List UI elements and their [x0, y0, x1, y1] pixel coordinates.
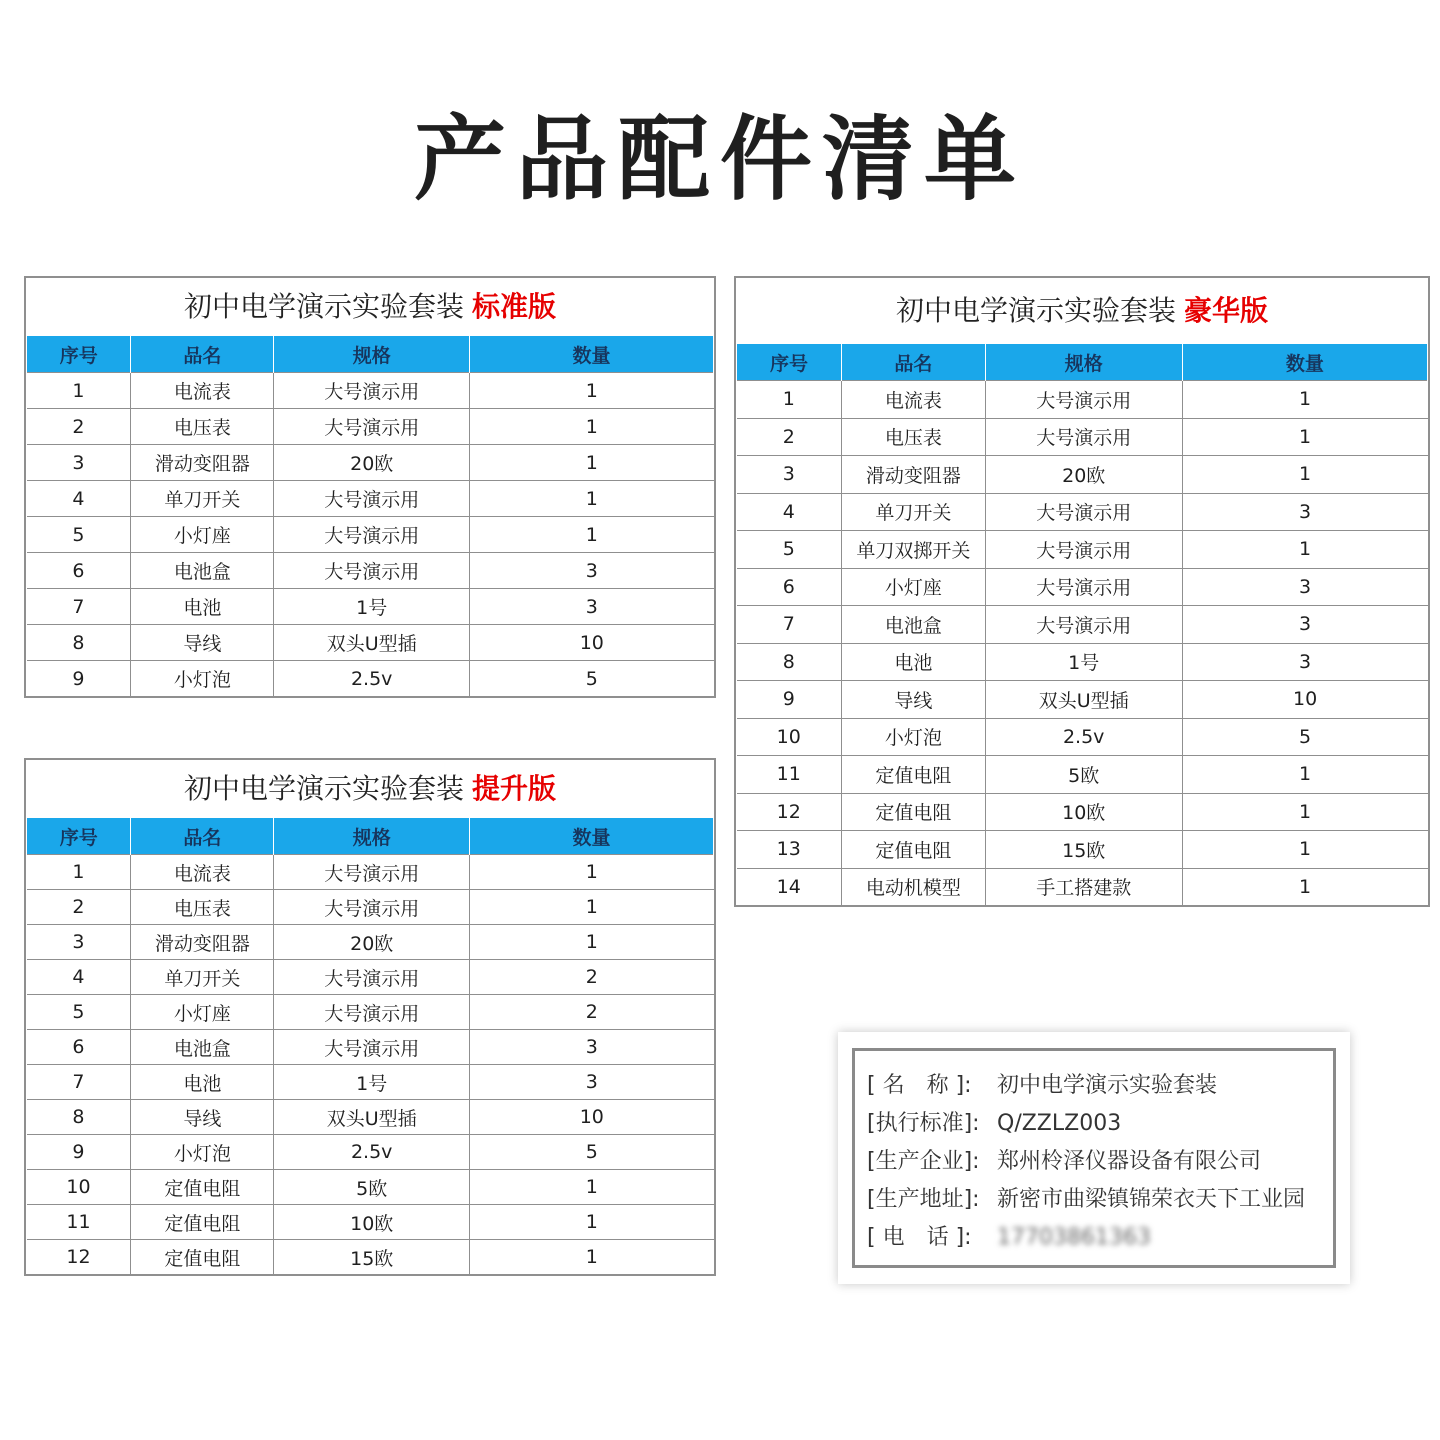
cell-qty: 10 — [1182, 681, 1427, 719]
product-info-card — [838, 1032, 1350, 1284]
cell-name: 电流表 — [131, 373, 274, 409]
phone-value: 17703861363 — [997, 1225, 1151, 1250]
cell-index: 10 — [737, 718, 842, 756]
cell-index: 14 — [737, 868, 842, 905]
table-row — [27, 445, 714, 481]
table-row — [27, 517, 714, 553]
cell-spec: 20欧 — [274, 925, 470, 960]
cell-index: 9 — [27, 1135, 131, 1170]
cell-qty: 1 — [470, 925, 714, 960]
cell-index: 2 — [27, 890, 131, 925]
cell-qty: 1 — [1182, 531, 1427, 569]
cell-name: 定值电阻 — [131, 1205, 274, 1240]
table-row — [27, 661, 714, 697]
cell-name: 小灯泡 — [842, 718, 986, 756]
cell-name: 电流表 — [842, 381, 986, 419]
table-row — [27, 1100, 714, 1135]
info-row-address — [867, 1181, 1333, 1219]
cell-qty: 3 — [470, 589, 714, 625]
info-row-name — [867, 1067, 1333, 1105]
cell-index: 12 — [737, 793, 842, 831]
cell-qty: 1 — [470, 409, 714, 445]
cell-qty: 1 — [1182, 381, 1427, 419]
cell-qty: 1 — [470, 1240, 714, 1275]
cell-name: 电动机模型 — [842, 868, 986, 905]
table-row — [27, 855, 714, 890]
cell-spec: 大号演示用 — [274, 890, 470, 925]
header-index: 序号 — [737, 344, 842, 381]
cell-spec: 1号 — [274, 1065, 470, 1100]
cell-name: 电池盒 — [842, 606, 986, 644]
table-header-row — [737, 344, 1428, 381]
cell-qty: 2 — [470, 960, 714, 995]
info-row-phone — [867, 1219, 1333, 1257]
table-row — [737, 418, 1428, 456]
cell-name: 电流表 — [131, 855, 274, 890]
cell-qty: 3 — [1182, 606, 1427, 644]
cell-spec: 大号演示用 — [274, 553, 470, 589]
info-key: [ 名 称 ]: — [867, 1073, 972, 1098]
table-header-row — [27, 818, 714, 855]
kit-upgrade-table — [24, 758, 716, 1276]
table-row — [737, 756, 1428, 794]
edition-label: 提升版 — [472, 772, 557, 805]
cell-name: 电压表 — [131, 890, 274, 925]
cell-spec: 20欧 — [274, 445, 470, 481]
info-value: 新密市曲梁镇锦荣衣天下工业园 — [997, 1187, 1306, 1212]
cell-name: 导线 — [131, 1100, 274, 1135]
cell-name: 定值电阻 — [131, 1240, 274, 1275]
table-row — [27, 925, 714, 960]
table-row — [27, 1030, 714, 1065]
cell-name: 电池盒 — [131, 553, 274, 589]
cell-spec: 大号演示用 — [274, 517, 470, 553]
table-row — [27, 481, 714, 517]
cell-spec: 15欧 — [274, 1240, 470, 1275]
cell-spec: 10欧 — [274, 1205, 470, 1240]
cell-qty: 3 — [470, 1030, 714, 1065]
cell-spec: 大号演示用 — [985, 531, 1182, 569]
cell-index: 6 — [737, 568, 842, 606]
cell-name: 滑动变阻器 — [131, 925, 274, 960]
cell-spec: 2.5v — [274, 1135, 470, 1170]
table-row — [737, 868, 1428, 905]
cell-index: 3 — [27, 445, 131, 481]
cell-qty: 5 — [470, 661, 714, 697]
cell-index: 1 — [737, 381, 842, 419]
cell-spec: 5欧 — [274, 1170, 470, 1205]
table-row — [737, 643, 1428, 681]
info-key: [执行标准]: — [867, 1111, 980, 1136]
cell-qty: 1 — [1182, 868, 1427, 905]
cell-name: 电池 — [131, 1065, 274, 1100]
table-row — [27, 1240, 714, 1275]
cell-name: 电池盒 — [131, 1030, 274, 1065]
cell-spec: 双头U型插 — [274, 625, 470, 661]
table-row — [27, 1170, 714, 1205]
cell-index: 11 — [27, 1205, 131, 1240]
kit-standard-table — [24, 276, 716, 698]
table-row — [737, 718, 1428, 756]
kit-name: 初中电学演示实验套装 — [183, 290, 464, 323]
cell-index: 9 — [737, 681, 842, 719]
info-value: 初中电学演示实验套装 — [997, 1073, 1218, 1098]
cell-name: 单刀开关 — [131, 960, 274, 995]
info-row-manufacturer — [867, 1143, 1333, 1181]
cell-spec: 大号演示用 — [274, 855, 470, 890]
page-title: 产品配件清单 — [413, 106, 1026, 213]
cell-name: 小灯泡 — [131, 1135, 274, 1170]
cell-qty: 1 — [1182, 793, 1427, 831]
cell-index: 2 — [27, 409, 131, 445]
cell-index: 5 — [27, 517, 131, 553]
cell-name: 小灯座 — [842, 568, 986, 606]
cell-spec: 2.5v — [274, 661, 470, 697]
header-name: 品名 — [131, 336, 274, 373]
cell-index: 13 — [737, 831, 842, 869]
kit-title — [736, 278, 1428, 344]
cell-name: 单刀开关 — [131, 481, 274, 517]
table-row — [737, 456, 1428, 494]
kit-name: 初中电学演示实验套装 — [183, 772, 464, 805]
cell-name: 电压表 — [842, 418, 986, 456]
cell-index: 2 — [737, 418, 842, 456]
cell-index: 4 — [27, 960, 131, 995]
cell-index: 8 — [27, 1100, 131, 1135]
product-info-frame — [852, 1048, 1336, 1268]
table-row — [27, 1065, 714, 1100]
cell-spec: 15欧 — [985, 831, 1182, 869]
cell-qty: 1 — [470, 481, 714, 517]
table-row — [27, 625, 714, 661]
header-name: 品名 — [842, 344, 986, 381]
table-row — [737, 681, 1428, 719]
header-spec: 规格 — [274, 818, 470, 855]
table-row — [27, 995, 714, 1030]
cell-spec: 20欧 — [985, 456, 1182, 494]
cell-spec: 1号 — [274, 589, 470, 625]
cell-qty: 1 — [470, 445, 714, 481]
cell-spec: 大号演示用 — [274, 995, 470, 1030]
cell-name: 电池 — [131, 589, 274, 625]
cell-index: 5 — [737, 531, 842, 569]
cell-qty: 1 — [1182, 456, 1427, 494]
table-row — [737, 568, 1428, 606]
cell-qty: 3 — [470, 1065, 714, 1100]
header-spec: 规格 — [985, 344, 1182, 381]
cell-qty: 5 — [1182, 718, 1427, 756]
cell-index: 3 — [737, 456, 842, 494]
table-row — [737, 531, 1428, 569]
cell-qty: 3 — [1182, 643, 1427, 681]
table-row — [737, 493, 1428, 531]
cell-qty: 1 — [470, 373, 714, 409]
cell-name: 单刀双掷开关 — [842, 531, 986, 569]
edition-label: 豪华版 — [1184, 294, 1269, 327]
cell-spec: 大号演示用 — [985, 568, 1182, 606]
cell-index: 3 — [27, 925, 131, 960]
cell-spec: 大号演示用 — [274, 481, 470, 517]
table-row — [737, 381, 1428, 419]
cell-name: 滑动变阻器 — [131, 445, 274, 481]
table-row — [27, 589, 714, 625]
cell-qty: 3 — [470, 553, 714, 589]
cell-spec: 大号演示用 — [274, 373, 470, 409]
cell-index: 9 — [27, 661, 131, 697]
table-row — [27, 960, 714, 995]
cell-index: 5 — [27, 995, 131, 1030]
info-value: Q/ZZLZ003 — [997, 1111, 1122, 1136]
cell-index: 6 — [27, 1030, 131, 1065]
cell-spec: 大号演示用 — [985, 493, 1182, 531]
cell-qty: 1 — [470, 855, 714, 890]
parts-table — [26, 336, 714, 696]
cell-index: 7 — [27, 1065, 131, 1100]
table-row — [27, 1205, 714, 1240]
cell-name: 小灯座 — [131, 995, 274, 1030]
cell-spec: 2.5v — [985, 718, 1182, 756]
cell-name: 小灯泡 — [131, 661, 274, 697]
parts-table — [736, 344, 1428, 905]
table-row — [27, 553, 714, 589]
table-row — [737, 831, 1428, 869]
table-row — [737, 606, 1428, 644]
cell-index: 7 — [737, 606, 842, 644]
cell-qty: 1 — [470, 1170, 714, 1205]
cell-qty: 3 — [1182, 493, 1427, 531]
info-key: [生产地址]: — [867, 1187, 980, 1212]
cell-index: 8 — [737, 643, 842, 681]
cell-index: 12 — [27, 1240, 131, 1275]
cell-qty: 1 — [470, 517, 714, 553]
cell-spec: 大号演示用 — [274, 960, 470, 995]
cell-name: 定值电阻 — [131, 1170, 274, 1205]
cell-index: 11 — [737, 756, 842, 794]
cell-index: 8 — [27, 625, 131, 661]
cell-name: 定值电阻 — [842, 793, 986, 831]
table-row — [737, 793, 1428, 831]
cell-qty: 3 — [1182, 568, 1427, 606]
info-key: [生产企业]: — [867, 1149, 980, 1174]
table-row — [27, 890, 714, 925]
edition-label: 标准版 — [472, 290, 557, 323]
cell-qty: 1 — [470, 890, 714, 925]
table-row — [27, 1135, 714, 1170]
cell-spec: 大号演示用 — [985, 418, 1182, 456]
cell-index: 1 — [27, 855, 131, 890]
kit-title — [26, 278, 714, 336]
header-qty: 数量 — [1182, 344, 1427, 381]
cell-spec: 1号 — [985, 643, 1182, 681]
cell-index: 10 — [27, 1170, 131, 1205]
parts-table — [26, 818, 714, 1274]
header-qty: 数量 — [470, 336, 714, 373]
cell-qty: 1 — [470, 1205, 714, 1240]
cell-index: 4 — [27, 481, 131, 517]
cell-spec: 手工搭建款 — [985, 868, 1182, 905]
kit-name: 初中电学演示实验套装 — [895, 294, 1176, 327]
cell-index: 4 — [737, 493, 842, 531]
cell-spec: 双头U型插 — [985, 681, 1182, 719]
kit-deluxe-table — [734, 276, 1430, 907]
cell-spec: 大号演示用 — [274, 409, 470, 445]
cell-qty: 5 — [470, 1135, 714, 1170]
header-spec: 规格 — [274, 336, 470, 373]
cell-name: 导线 — [131, 625, 274, 661]
header-name: 品名 — [131, 818, 274, 855]
cell-qty: 10 — [470, 1100, 714, 1135]
cell-index: 6 — [27, 553, 131, 589]
cell-qty: 2 — [470, 995, 714, 1030]
info-value: 郑州柃泽仪器设备有限公司 — [997, 1149, 1262, 1174]
cell-name: 单刀开关 — [842, 493, 986, 531]
header-index: 序号 — [27, 818, 131, 855]
kit-title — [26, 760, 714, 818]
table-row — [27, 409, 714, 445]
cell-name: 小灯座 — [131, 517, 274, 553]
cell-name: 电压表 — [131, 409, 274, 445]
cell-name: 定值电阻 — [842, 756, 986, 794]
cell-spec: 大号演示用 — [985, 606, 1182, 644]
cell-spec: 大号演示用 — [985, 381, 1182, 419]
header-qty: 数量 — [470, 818, 714, 855]
cell-name: 定值电阻 — [842, 831, 986, 869]
header-index: 序号 — [27, 336, 131, 373]
cell-name: 导线 — [842, 681, 986, 719]
info-row-standard — [867, 1105, 1333, 1143]
cell-spec: 5欧 — [985, 756, 1182, 794]
cell-index: 7 — [27, 589, 131, 625]
cell-qty: 1 — [1182, 831, 1427, 869]
cell-qty: 1 — [1182, 418, 1427, 456]
cell-qty: 10 — [470, 625, 714, 661]
cell-name: 电池 — [842, 643, 986, 681]
cell-spec: 双头U型插 — [274, 1100, 470, 1135]
cell-index: 1 — [27, 373, 131, 409]
cell-name: 滑动变阻器 — [842, 456, 986, 494]
info-key: [ 电 话 ]: — [867, 1225, 972, 1250]
cell-spec: 大号演示用 — [274, 1030, 470, 1065]
cell-spec: 10欧 — [985, 793, 1182, 831]
cell-qty: 1 — [1182, 756, 1427, 794]
table-row — [27, 373, 714, 409]
table-header-row — [27, 336, 714, 373]
